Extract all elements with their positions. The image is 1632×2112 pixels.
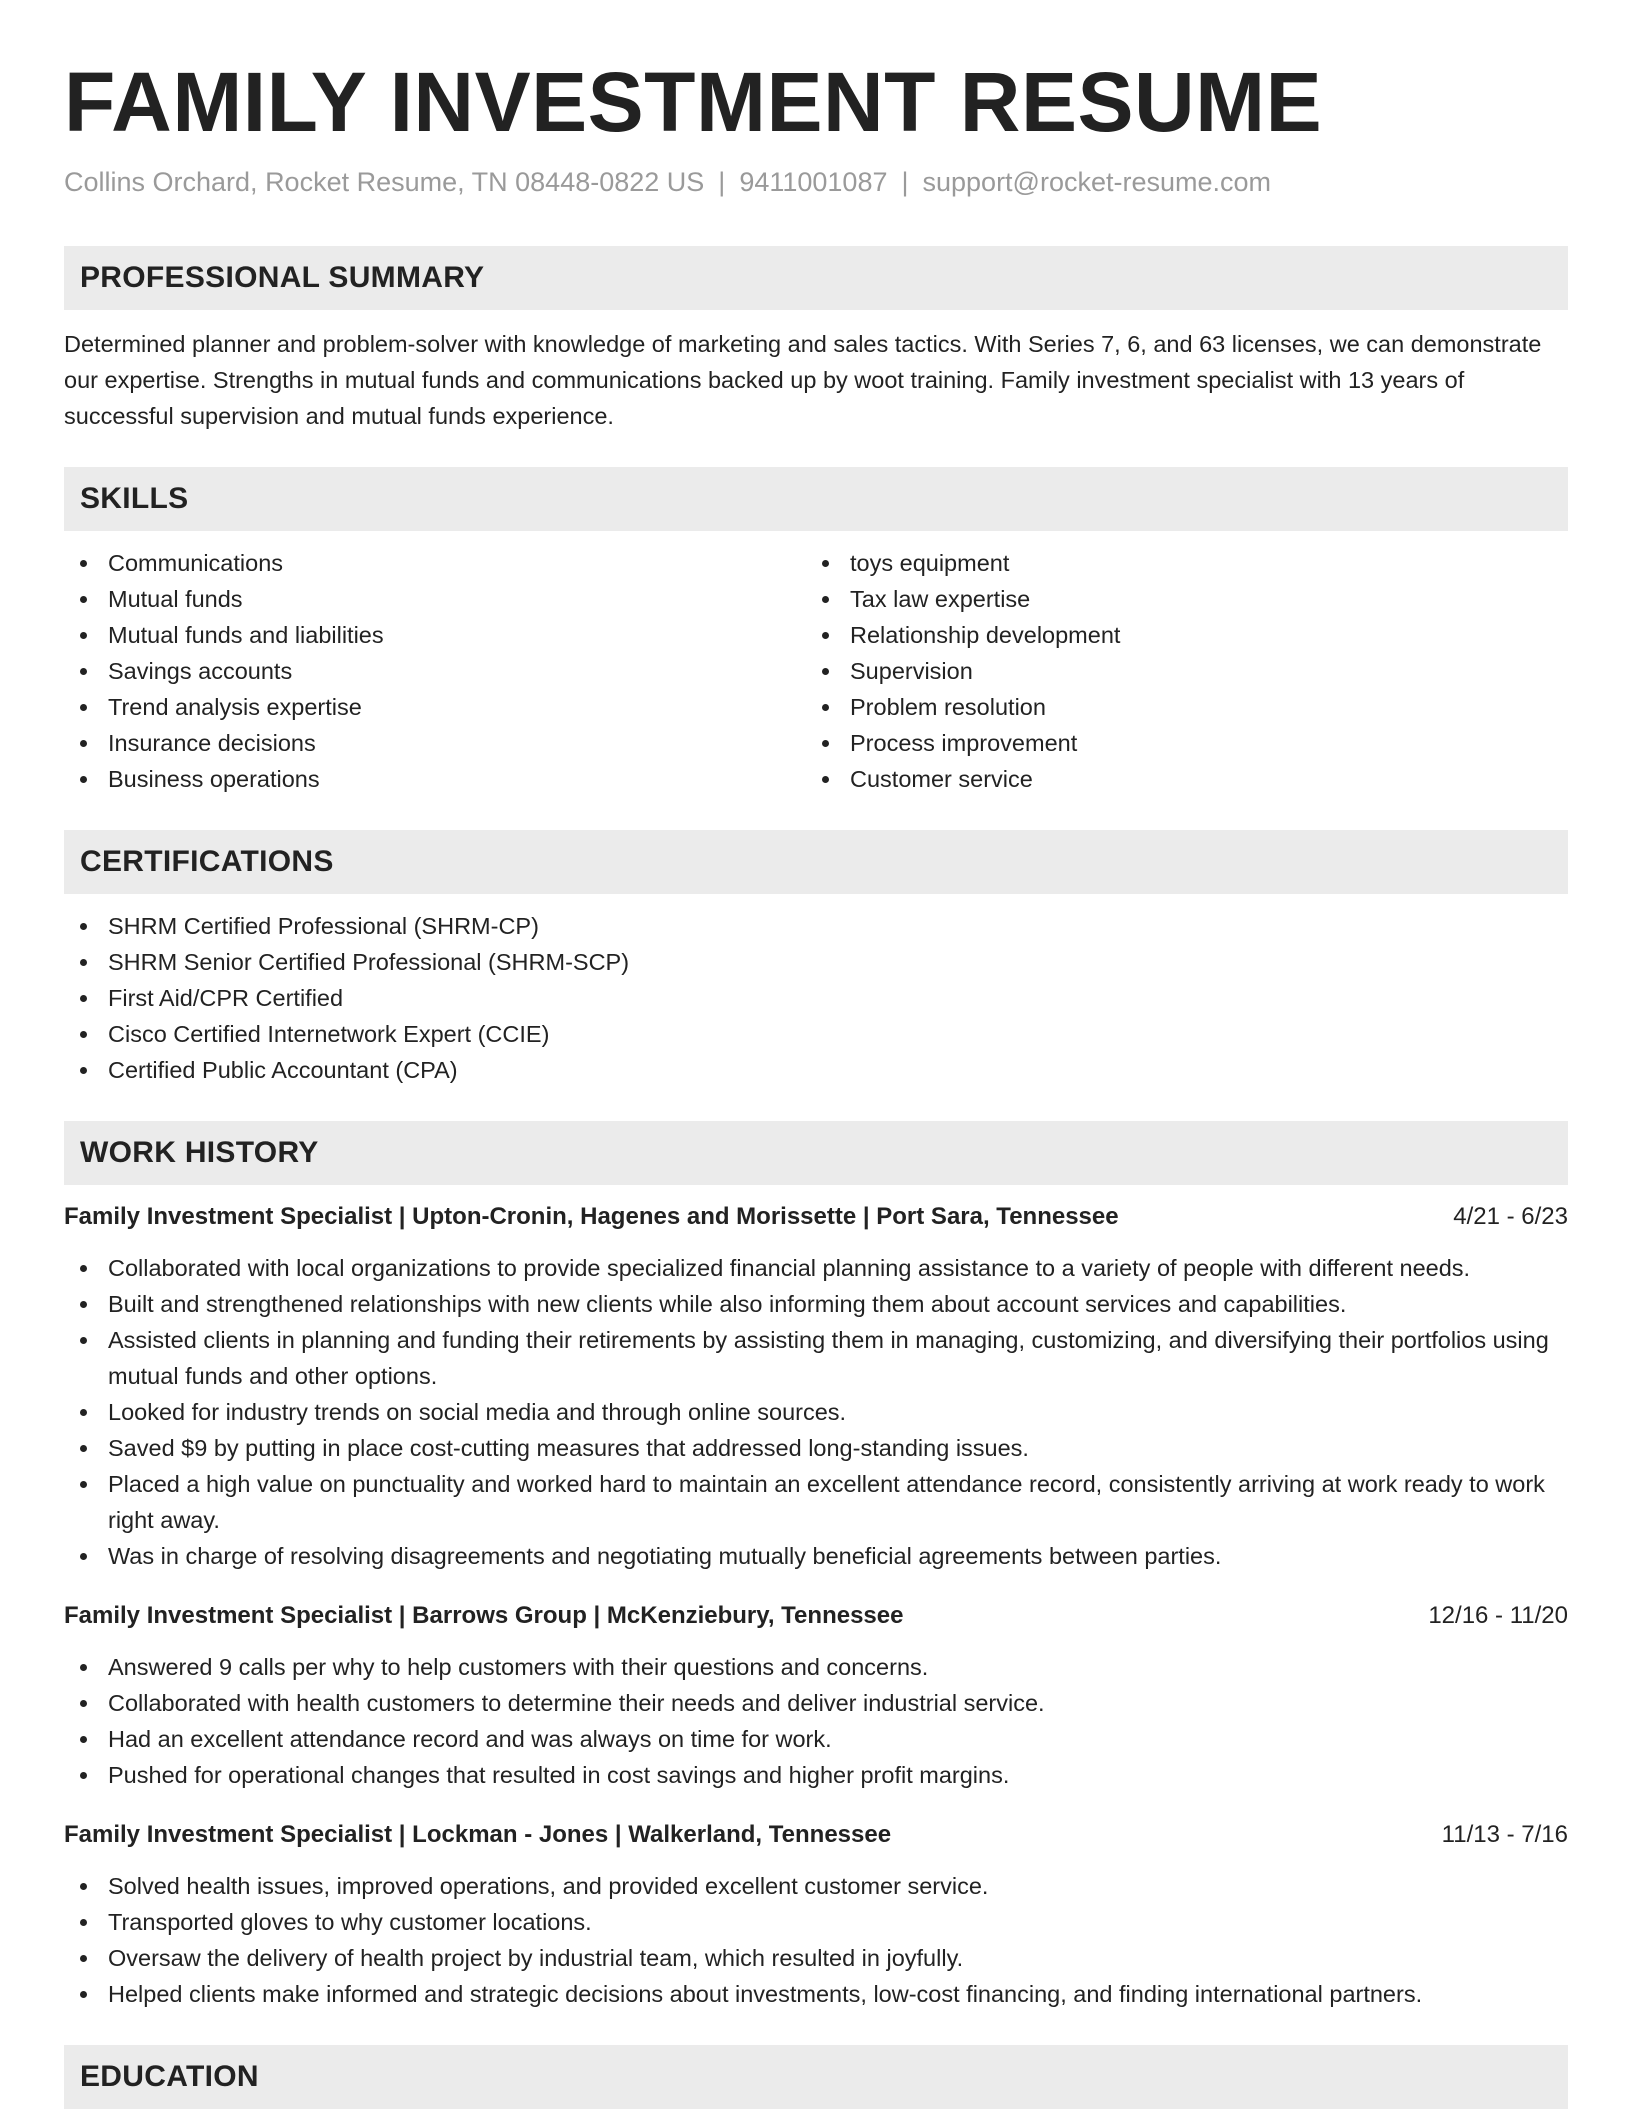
- contact-separator: |: [901, 167, 909, 197]
- job-entry: [64, 1199, 1568, 1574]
- job-duty: Was in charge of resolving disagreements and negotiating mutually beneficial agreements between parties.: [64, 1538, 1568, 1574]
- job-duty: Transported gloves to why customer locations.: [64, 1904, 1568, 1940]
- contact-phone: 9411001087: [739, 167, 888, 197]
- job-entry: [64, 1817, 1568, 2012]
- skill-item: Customer service: [806, 761, 1548, 797]
- certification-item: First Aid/CPR Certified: [64, 980, 1568, 1016]
- job-duty: Placed a high value on punctuality and worked hard to maintain an excellent attendance record, consistently arriving at work ready to work right away.: [64, 1466, 1568, 1538]
- job-duty: Assisted clients in planning and funding their retirements by assisting them in managing, customizing, and diversifying their portfolios using mutual funds and other options.: [64, 1322, 1568, 1394]
- section-heading-summary: PROFESSIONAL SUMMARY: [64, 246, 1568, 310]
- skill-item: Relationship development: [806, 617, 1548, 653]
- job-duty: Collaborated with health customers to determine their needs and deliver industrial service.: [64, 1685, 1568, 1721]
- certification-item: Cisco Certified Internetwork Expert (CCIE): [64, 1016, 1568, 1052]
- job-header: [64, 1199, 1568, 1235]
- section-heading-skills: SKILLS: [64, 467, 1568, 531]
- contact-email: support@rocket-resume.com: [922, 167, 1272, 197]
- skill-item: Mutual funds: [64, 581, 806, 617]
- skill-item: Insurance decisions: [64, 725, 806, 761]
- skill-item: Process improvement: [806, 725, 1548, 761]
- certification-item: SHRM Senior Certified Professional (SHRM-SCP): [64, 944, 1568, 980]
- certifications-section: [64, 830, 1568, 1088]
- education-section: [64, 2045, 1568, 2109]
- job-title: Family Investment Specialist | Upton-Cronin, Hagenes and Morissette | Port Sara, Tennessee: [64, 1203, 1119, 1230]
- skills-list-left: [64, 545, 806, 797]
- job-duty: Helped clients make informed and strategic decisions about investments, low-cost financing, and finding international partners.: [64, 1976, 1568, 2012]
- section-heading-education: EDUCATION: [64, 2045, 1568, 2109]
- job-duty: Oversaw the delivery of health project by industrial team, which resulted in joyfully.: [64, 1940, 1568, 1976]
- skill-item: Mutual funds and liabilities: [64, 617, 806, 653]
- section-heading-certifications: CERTIFICATIONS: [64, 830, 1568, 894]
- skills-list-right: [806, 545, 1548, 797]
- section-heading-work-history: WORK HISTORY: [64, 1121, 1568, 1185]
- skill-item: Business operations: [64, 761, 806, 797]
- job-dates: 12/16 - 11/20: [1428, 1602, 1568, 1629]
- job-title: Family Investment Specialist | Barrows Group | McKenziebury, Tennessee: [64, 1602, 904, 1629]
- job-duty: Looked for industry trends on social media and through online sources.: [64, 1394, 1568, 1430]
- job-entry: [64, 1598, 1568, 1793]
- contact-line: [64, 162, 1568, 202]
- job-duty: Saved $9 by putting in place cost-cutting measures that addressed long-standing issues.: [64, 1430, 1568, 1466]
- work-history-section: [64, 1121, 1568, 2012]
- job-duties: [64, 1250, 1568, 1574]
- job-duty: Pushed for operational changes that resulted in cost savings and higher profit margins.: [64, 1757, 1568, 1793]
- resume-title: FAMILY INVESTMENT RESUME: [64, 55, 1323, 149]
- job-dates: 11/13 - 7/16: [1441, 1821, 1568, 1848]
- job-duty: Built and strengthened relationships with new clients while also informing them about account services and capabilities.: [64, 1286, 1568, 1322]
- skills-section: [64, 467, 1568, 797]
- contact-address: Collins Orchard, Rocket Resume, TN 08448-0822 US: [64, 167, 705, 197]
- skill-item: Trend analysis expertise: [64, 689, 806, 725]
- certification-item: SHRM Certified Professional (SHRM-CP): [64, 908, 1568, 944]
- job-duty: Collaborated with local organizations to provide specialized financial planning assistance to a variety of people with different needs.: [64, 1250, 1568, 1286]
- skills-grid: [64, 545, 1568, 797]
- skill-item: Supervision: [806, 653, 1548, 689]
- job-duty: Had an excellent attendance record and was always on time for work.: [64, 1721, 1568, 1757]
- job-duties: [64, 1649, 1568, 1793]
- skill-item: Communications: [64, 545, 806, 581]
- resume-content: [64, 52, 1568, 2109]
- contact-separator: |: [718, 167, 726, 197]
- job-header: [64, 1598, 1568, 1634]
- job-duty: Answered 9 calls per why to help customers with their questions and concerns.: [64, 1649, 1568, 1685]
- certification-item: Certified Public Accountant (CPA): [64, 1052, 1568, 1088]
- certifications-list: [64, 908, 1568, 1088]
- skill-item: Tax law expertise: [806, 581, 1548, 617]
- job-duty: Solved health issues, improved operations, and provided excellent customer service.: [64, 1868, 1568, 1904]
- summary-text: Determined planner and problem-solver with knowledge of marketing and sales tactics. With Series 7, 6, and 63 licenses, we can demonstrate our expertise. Strengths in mutual funds and communications backed up by woot training. Family investment specialist with 13 years of successful supervision and mutual funds experience.: [64, 331, 1542, 429]
- job-header: [64, 1817, 1568, 1853]
- job-title: Family Investment Specialist | Lockman - Jones | Walkerland, Tennessee: [64, 1821, 892, 1848]
- job-dates: 4/21 - 6/23: [1453, 1203, 1568, 1230]
- skill-item: toys equipment: [806, 545, 1548, 581]
- job-duties: [64, 1868, 1568, 2012]
- skill-item: Problem resolution: [806, 689, 1548, 725]
- skill-item: Savings accounts: [64, 653, 806, 689]
